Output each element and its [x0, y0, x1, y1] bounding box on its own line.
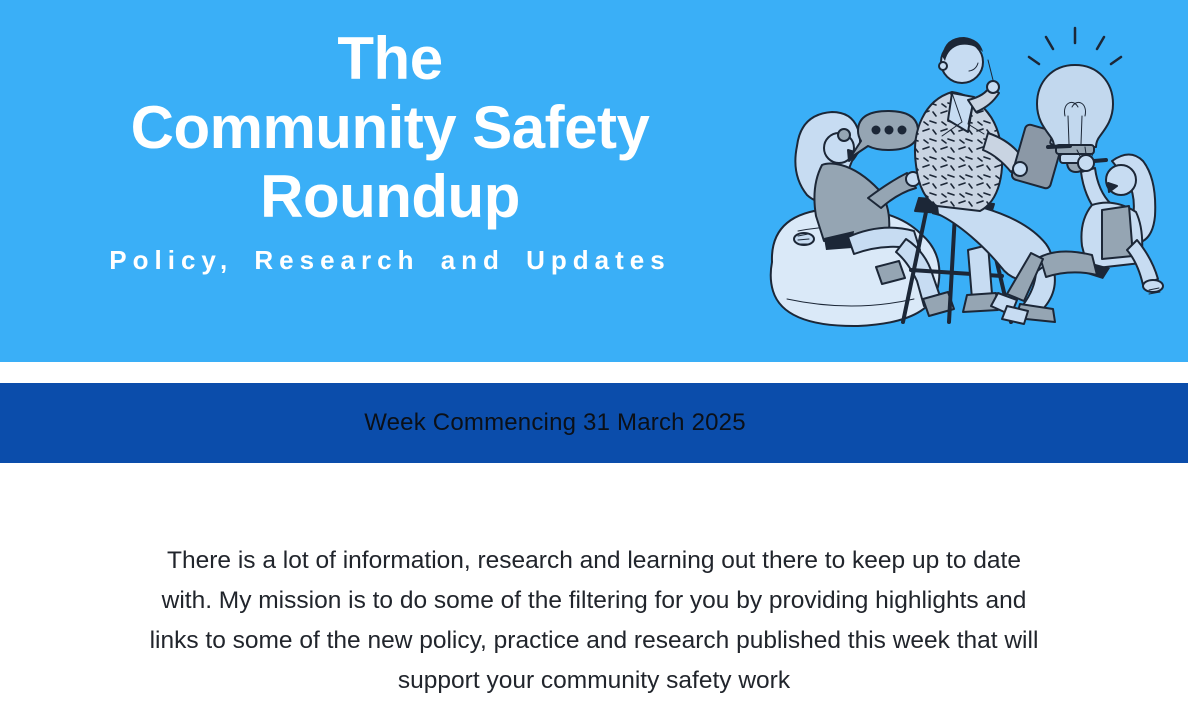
title-line-1: The	[337, 25, 443, 92]
intro-line-4: support your community safety work	[397, 667, 791, 694]
speech-bubble-icon	[850, 111, 918, 158]
intro-line-1: There is a lot of information, research and learning out there to keep up to date	[167, 547, 1021, 574]
intro-line-3: links to some of the new policy, practice and research published this week that will	[149, 627, 1039, 654]
title-line-3: Roundup	[260, 163, 520, 230]
date-bar-text: Week Commencing 31 March 2025	[364, 409, 746, 436]
hero-banner	[0, 0, 1188, 362]
date-bar	[0, 383, 1188, 463]
intro-line-2: with. My mission is to do some of the filtering for you by providing highlights and	[161, 587, 1027, 614]
newsletter-subtitle: Policy, Research and Updates	[109, 245, 671, 275]
people-discussion-illustration	[740, 0, 1188, 362]
hero-text-block	[0, 0, 780, 276]
title-line-2: Community Safety	[130, 94, 650, 161]
intro-paragraph	[0, 463, 1188, 701]
newsletter-title	[0, 24, 780, 231]
white-divider	[0, 362, 1188, 383]
